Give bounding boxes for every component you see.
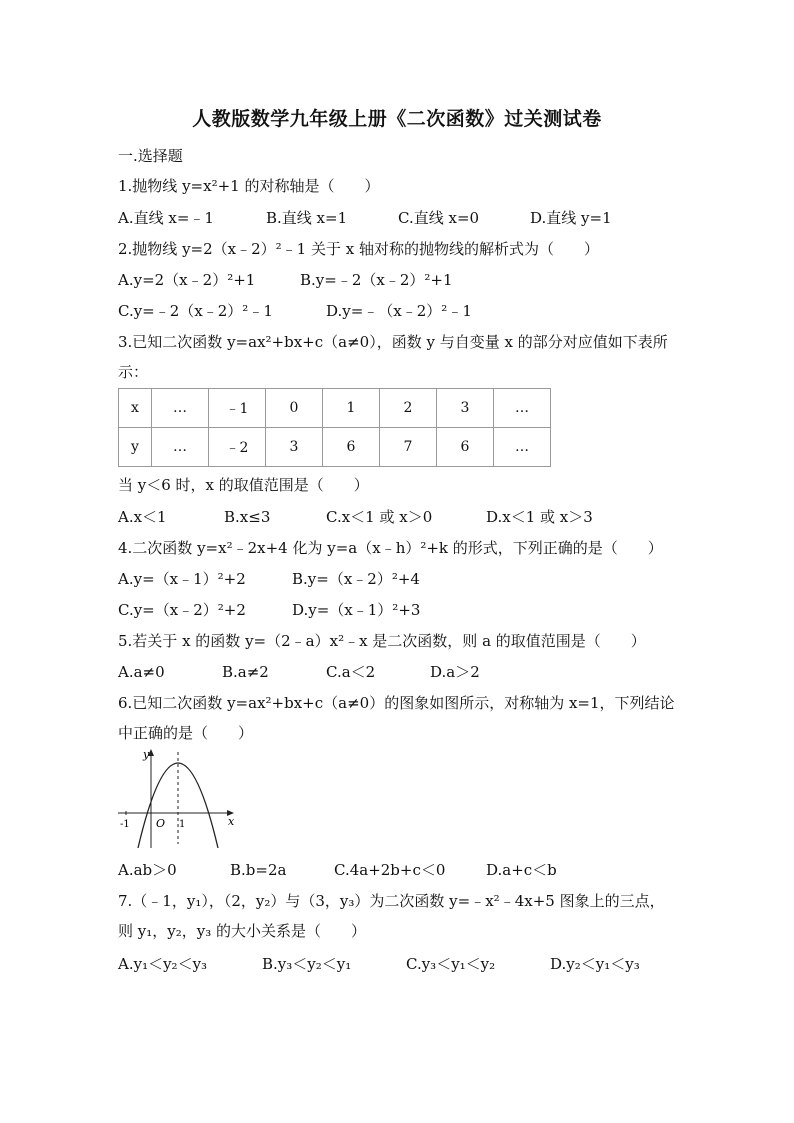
table-cell: ﹣1	[209, 389, 266, 428]
q1-option-a: A.直线 x=﹣1	[118, 209, 214, 227]
q3-option-c: C.x＜1 或 x＞0	[326, 508, 433, 526]
question-3-stem-line2: 示：	[118, 363, 149, 381]
question-7-stem-line1: 7.（﹣1，y₁），（2，y₂）与（3，y₃）为二次函数 y=﹣x²﹣4x+5 图象上的三点，	[118, 892, 665, 910]
table-cell: x	[119, 389, 152, 428]
one-label: 1	[179, 819, 186, 830]
table-row	[119, 428, 551, 467]
q4-option-d: D.y=（x﹣1）²+3	[292, 601, 421, 619]
q3-option-b: B.x≤3	[224, 508, 271, 526]
table-cell: 6	[437, 428, 494, 467]
q5-option-d: D.a＞2	[430, 663, 480, 681]
q3-option-a: A.x＜1	[118, 508, 167, 526]
q4-option-a: A.y=（x﹣1）²+2	[118, 570, 246, 588]
y-axis-label: y	[143, 748, 150, 761]
question-4-stem: 4.二次函数 y=x²﹣2x+4 化为 y=a（x﹣h）²+k 的形式，下列正确的是（ ）	[118, 539, 663, 557]
q7-option-a: A.y₁＜y₂＜y₃	[118, 955, 208, 973]
q6-option-a: A.ab＞0	[118, 861, 177, 879]
x-axis-label: x	[228, 815, 235, 828]
q3-option-d: D.x＜1 或 x＞3	[486, 508, 593, 526]
neg-one-label: -1	[120, 819, 130, 830]
q5-option-a: A.a≠0	[118, 663, 165, 681]
table-cell: …	[494, 389, 551, 428]
q1-option-b: B.直线 x=1	[266, 209, 348, 227]
q7-option-c: C.y₃＜y₁＜y₂	[406, 955, 496, 973]
table-cell: …	[152, 389, 209, 428]
q5-option-b: B.a≠2	[222, 663, 269, 681]
page-title: 人教版数学九年级上册《二次函数》过关测试卷	[192, 108, 602, 130]
parabola-curve	[138, 763, 218, 848]
table-cell: …	[494, 428, 551, 467]
value-table	[118, 388, 551, 467]
parabola-graph	[116, 744, 246, 852]
table-cell: ﹣2	[209, 428, 266, 467]
q1-option-c: C.直线 x=0	[398, 209, 480, 227]
table-cell: 2	[380, 389, 437, 428]
table-cell: y	[119, 428, 152, 467]
q7-option-b: B.y₃＜y₂＜y₁	[262, 955, 352, 973]
question-7-stem-line2: 则 y₁，y₂，y₃ 的大小关系是（ ）	[118, 922, 366, 940]
q2-option-b: B.y=﹣2（x﹣2）²+1	[300, 271, 453, 289]
q2-option-a: A.y=2（x﹣2）²+1	[118, 271, 256, 289]
q7-option-d: D.y₂＜y₁＜y₃	[550, 955, 640, 973]
question-2-stem: 2.抛物线 y=2（x﹣2）²﹣1 关于 x 轴对称的抛物线的解析式为（ ）	[118, 240, 599, 258]
table-row	[119, 389, 551, 428]
q5-option-c: C.a＜2	[326, 663, 376, 681]
q4-option-b: B.y=（x﹣2）²+4	[292, 570, 420, 588]
origin-label: O	[156, 817, 166, 830]
table-cell: 7	[380, 428, 437, 467]
question-6-stem-line2: 中正确的是（ ）	[118, 724, 254, 742]
q6-option-b: B.b=2a	[230, 861, 287, 879]
q6-option-c: C.4a+2b+c＜0	[334, 861, 446, 879]
q2-option-c: C.y=﹣2（x﹣2）²﹣1	[118, 302, 273, 320]
table-cell: …	[152, 428, 209, 467]
table-cell: 3	[437, 389, 494, 428]
q4-option-c: C.y=（x﹣2）²+2	[118, 601, 246, 619]
table-cell: 6	[323, 428, 380, 467]
section-heading: 一.选择题	[118, 147, 183, 165]
question-1-stem: 1.抛物线 y=x²+1 的对称轴是（ ）	[118, 177, 380, 195]
question-3-prompt: 当 y＜6 时，x 的取值范围是（ ）	[118, 476, 369, 494]
q6-option-d: D.a+c＜b	[486, 861, 557, 879]
question-6-stem-line1: 6.已知二次函数 y=ax²+bx+c（a≠0）的图象如图所示，对称轴为 x=1，下列结论	[118, 694, 675, 712]
q2-option-d: D.y=﹣（x﹣2）²﹣1	[326, 302, 472, 320]
question-5-stem: 5.若关于 x 的函数 y=（2﹣a）x²﹣x 是二次函数，则 a 的取值范围是（ ）	[118, 632, 646, 650]
question-3-stem-line1: 3.已知二次函数 y=ax²+bx+c（a≠0），函数 y 与自变量 x 的部分对应值如下表所	[118, 333, 668, 351]
table-cell: 1	[323, 389, 380, 428]
table-cell: 3	[266, 428, 323, 467]
q1-option-d: D.直线 y=1	[530, 209, 612, 227]
table-cell: 0	[266, 389, 323, 428]
